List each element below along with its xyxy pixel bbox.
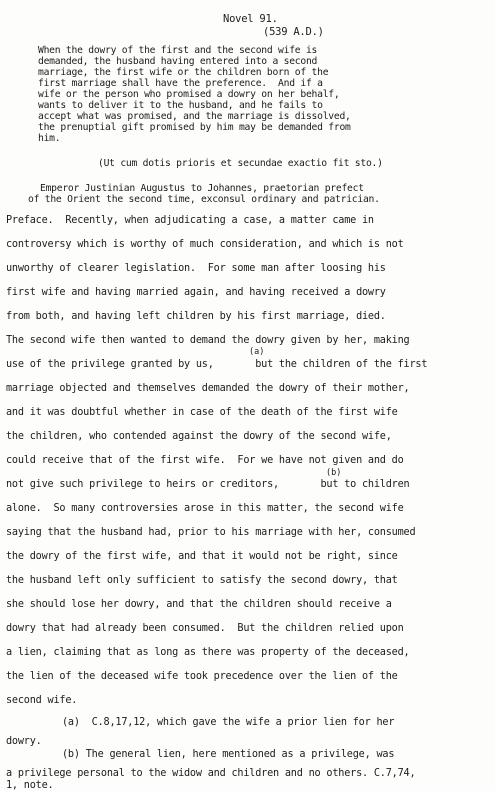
footnote-line: (a) C.8,17,12, which gave the wife a prior lien for her: [62, 717, 395, 728]
summary-line: marriage, the first wife or the children born of the: [38, 67, 329, 78]
summary-line: demanded, the husband having entered into a second: [38, 56, 318, 67]
footnote-line: (b) The general lien, here mentioned as a privilege, was: [62, 749, 395, 760]
summary-line: accept what was promised, and the marriage is dissolved,: [38, 111, 351, 122]
footnote-line: a privilege personal to the widow and children and no others. C.7,74,: [6, 768, 416, 779]
body-line: use of the privilege granted by us, but the children of the first: [6, 359, 428, 370]
body-line: and it was doubtful whether in case of the death of the first wife: [6, 407, 398, 418]
summary-line: him.: [38, 133, 61, 144]
body-line: dowry that had already been consumed. But the children relied upon: [6, 623, 404, 634]
body-line: she should lose her dowry, and that the children should receive a: [6, 599, 392, 610]
summary-line: wants to deliver it to the husband, and he fails to: [38, 100, 323, 111]
body-line: Preface. Recently, when adjudicating a case, a matter came in: [6, 215, 374, 226]
novel-date: (539 A.D.): [263, 26, 324, 38]
address-line: Emperor Justinian Augustus to Johannes, praetorian prefect: [40, 183, 364, 194]
body-line: a lien, claiming that as long as there was property of the deceased,: [6, 647, 410, 658]
body-line: saying that the husband had, prior to his marriage with her, consumed: [6, 527, 416, 538]
footnote-line: 1, note.: [6, 780, 54, 791]
body-line: controversy which is worthy of much consideration, and which is not: [6, 239, 404, 250]
body-line: the husband left only sufficient to satisfy the second dowry, that: [6, 575, 398, 586]
body-line: marriage objected and themselves demanded the dowry of their mother,: [6, 383, 410, 394]
body-line: unworthy of clearer legislation. For some man after loosing his: [6, 263, 386, 274]
body-line: first wife and having married again, and having received a dowry: [6, 287, 386, 298]
body-line: the lien of the deceased wife took precedence over the lien of the: [6, 671, 398, 682]
summary-line: When the dowry of the first and the second wife is: [38, 45, 318, 56]
summary-line: the prenuptial gift promised by him may be demanded from: [38, 122, 351, 133]
footnote-mark-a: (a): [249, 347, 265, 357]
body-line: the dowry of the first wife, and that it would not be right, since: [6, 551, 398, 562]
footnote-mark-b: (b): [326, 468, 342, 478]
body-line: not give such privilege to heirs or creditors, but to children: [6, 479, 410, 490]
body-line: The second wife then wanted to demand the dowry given by her, making: [6, 335, 410, 346]
body-line: could receive that of the first wife. For we have not given and do: [6, 455, 404, 466]
summary-line: wife or the person who promised a dowry on her behalf,: [38, 89, 340, 100]
latin-title: (Ut cum dotis prioris et secundae exactio fit sto.): [98, 158, 383, 169]
body-line: the children, who contended against the dowry of the second wife,: [6, 431, 392, 442]
body-line: from both, and having left children by his first marriage, died.: [6, 311, 386, 322]
body-line: alone. So many controversies arose in this matter, the second wife: [6, 503, 404, 514]
address-line: of the Orient the second time, exconsul ordinary and patrician.: [28, 194, 380, 205]
summary-line: first marriage shall have the preference. And if a: [38, 78, 323, 89]
body-line: second wife.: [6, 695, 78, 706]
footnote-line: dowry.: [6, 736, 42, 747]
novel-title: Novel 91.: [223, 13, 278, 25]
